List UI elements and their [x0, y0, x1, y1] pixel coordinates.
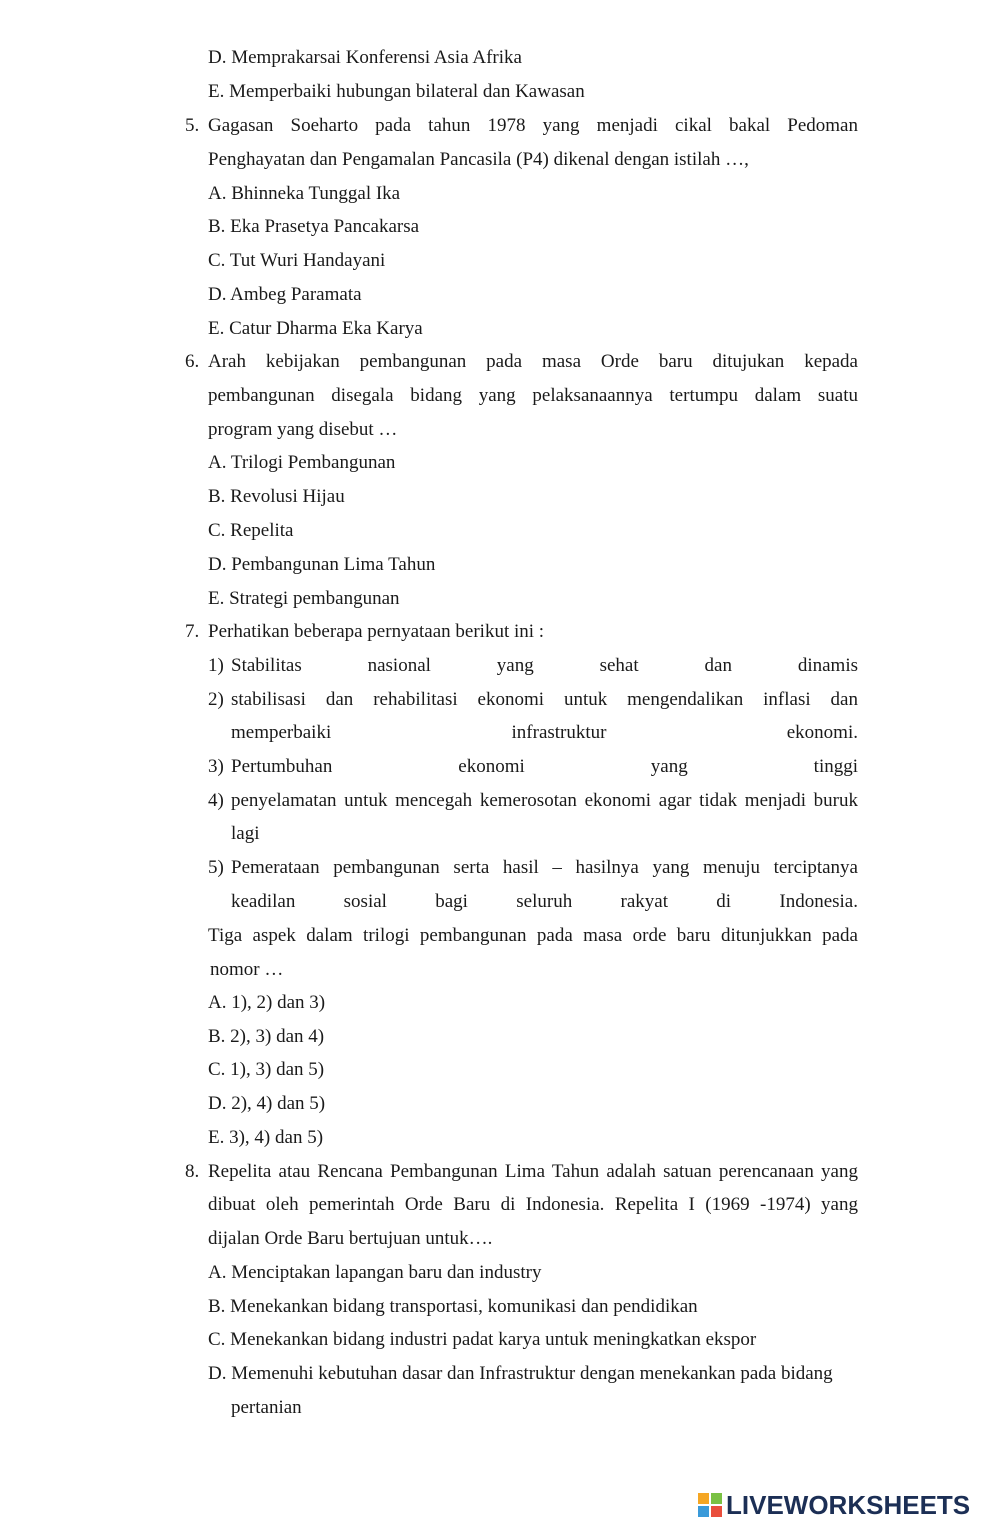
q7-statement-5-line-2: keadilan sosial bagi seluruh rakyat di Indonesia.	[231, 891, 858, 912]
q7-statement-2-number: 2)	[208, 689, 224, 710]
q6-option-d: D. Pembangunan Lima Tahun	[208, 554, 436, 575]
q5-option-d: D. Ambeg Paramata	[208, 284, 362, 305]
q6-text-line-2: pembangunan disegala bidang yang pelaksanaannya tertumpu dalam suatu	[208, 385, 858, 406]
q7-statement-5-line-1: Pemerataan pembangunan serta hasil – hasilnya yang menuju terciptanya	[231, 857, 858, 878]
q7-statement-3-number: 3)	[208, 756, 224, 777]
q5-text-line-2: Penghayatan dan Pengamalan Pancasila (P4) dikenal dengan istilah …,	[208, 149, 749, 170]
q7-statement-1: Stabilitas nasional yang sehat dan dinamis	[231, 655, 858, 676]
q7-question-line-1: Tiga aspek dalam trilogi pembangunan pada masa orde baru ditunjukkan pada	[208, 925, 858, 946]
q6-text-line-3: program yang disebut …	[208, 419, 398, 440]
liveworksheets-logo[interactable]	[698, 1490, 970, 1520]
q5-option-b: B. Eka Prasetya Pancakarsa	[208, 216, 420, 237]
q6-number: 6.	[185, 351, 200, 372]
q8-option-c: C. Menekankan bidang industri padat karya untuk meningkatkan ekspor	[208, 1329, 757, 1350]
q4-option-e: E. Memperbaiki hubungan bilateral dan Kawasan	[208, 81, 585, 102]
q8-text-line-2: dibuat oleh pemerintah Orde Baru di Indonesia. Repelita I (1969 -1974) yang	[208, 1194, 858, 1215]
q4-option-d: D. Memprakarsai Konferensi Asia Afrika	[208, 47, 522, 68]
q8-option-d-continued: pertanian	[231, 1397, 302, 1418]
q5-option-c: C. Tut Wuri Handayani	[208, 250, 386, 271]
q7-statement-4-line-2: lagi	[231, 823, 260, 844]
q7-statement-3: Pertumbuhan ekonomi yang tinggi	[231, 756, 858, 777]
q7-statement-2-line-2: memperbaiki infrastruktur ekonomi.	[231, 722, 858, 743]
q8-option-b: B. Menekankan bidang transportasi, komunikasi dan pendidikan	[208, 1296, 698, 1317]
q8-option-a: A. Menciptakan lapangan baru dan industry	[208, 1262, 542, 1283]
q7-number: 7.	[185, 621, 200, 642]
q7-option-a: A. 1), 2) dan 3)	[208, 992, 326, 1013]
q6-option-c: C. Repelita	[208, 520, 294, 541]
liveworksheets-logo-icon	[698, 1493, 722, 1517]
q6-text-line-1: Arah kebijakan pembangunan pada masa Orde baru ditujukan kepada	[208, 351, 858, 372]
q7-question-line-2: nomor …	[210, 959, 284, 980]
q7-intro: Perhatikan beberapa pernyataan berikut ini :	[208, 621, 545, 642]
q8-text-line-3: dijalan Orde Baru bertujuan untuk….	[208, 1228, 493, 1249]
q7-statement-2-line-1: stabilisasi dan rehabilitasi ekonomi untuk mengendalikan inflasi dan	[231, 689, 858, 710]
q7-statement-5-number: 5)	[208, 857, 224, 878]
q6-option-b: B. Revolusi Hijau	[208, 486, 345, 507]
q5-number: 5.	[185, 115, 200, 136]
q8-number: 8.	[185, 1161, 200, 1182]
q7-statement-1-number: 1)	[208, 655, 224, 676]
q8-text-line-1: Repelita atau Rencana Pembangunan Lima Tahun adalah satuan perencanaan yang	[208, 1161, 858, 1182]
q7-option-b: B. 2), 3) dan 4)	[208, 1026, 325, 1047]
liveworksheets-logo-text: LIVEWORKSHEETS	[726, 1489, 971, 1520]
q5-option-a: A. Bhinneka Tunggal Ika	[208, 183, 401, 204]
q6-option-a: A. Trilogi Pembangunan	[208, 452, 396, 473]
q7-option-c: C. 1), 3) dan 5)	[208, 1059, 325, 1080]
q5-text-line-1: Gagasan Soeharto pada tahun 1978 yang menjadi cikal bakal Pedoman	[208, 115, 858, 136]
q7-statement-4-number: 4)	[208, 790, 224, 811]
q6-option-e: E. Strategi pembangunan	[208, 588, 400, 609]
q5-option-e: E. Catur Dharma Eka Karya	[208, 318, 423, 339]
q7-statement-4-line-1: penyelamatan untuk mencegah kemerosotan ekonomi agar tidak menjadi buruk	[231, 790, 858, 811]
q7-option-e: E. 3), 4) dan 5)	[208, 1127, 324, 1148]
q8-option-d: D. Memenuhi kebutuhan dasar dan Infrastruktur dengan menekankan pada bidang	[208, 1363, 833, 1384]
q7-option-d: D. 2), 4) dan 5)	[208, 1093, 326, 1114]
